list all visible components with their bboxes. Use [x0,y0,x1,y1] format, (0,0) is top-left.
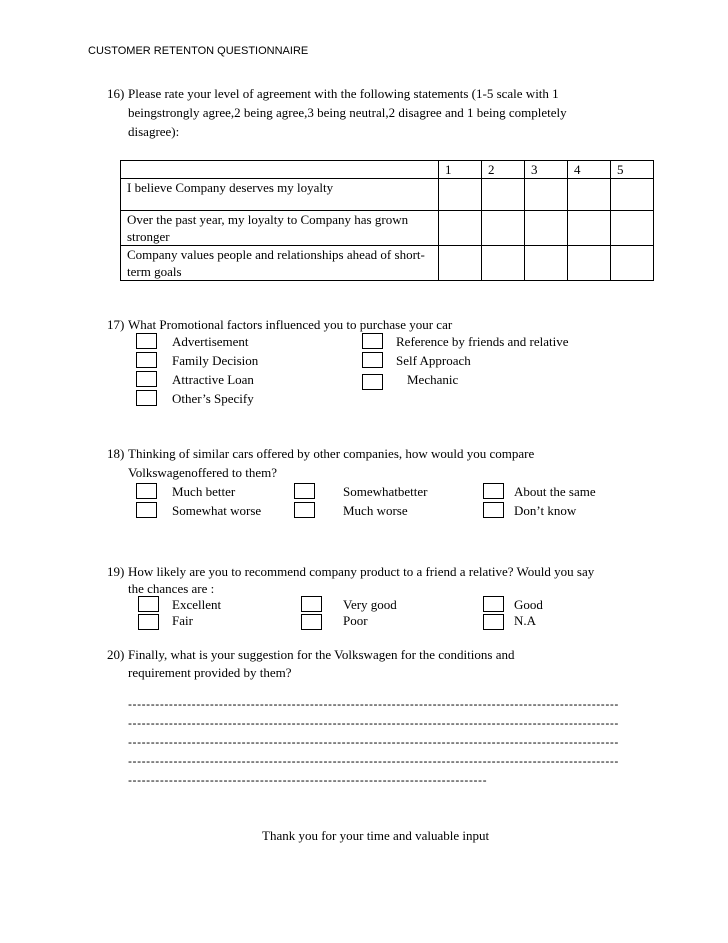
scale-3-header: 3 [525,161,568,179]
q19-number: 19) [107,564,125,579]
rating-header-blank [121,161,439,179]
rating-header-row [121,161,654,179]
q17-number: 17) [107,317,125,332]
option-label: Much worse [343,503,408,518]
checkbox-family-decision[interactable] [136,352,157,368]
rating-row [121,246,654,281]
q16-text-line-3: disagree): [128,124,180,139]
rating-cell-1[interactable] [439,211,482,246]
rating-cell-5[interactable] [611,179,654,211]
rating-cell-2[interactable] [482,211,525,246]
option-label: Very good [343,597,397,612]
rating-cell-2[interactable] [482,179,525,211]
q18-number: 18) [107,446,125,461]
q18-text-line-1: Thinking of similar cars offered by other companies, how would you compare [128,446,535,461]
checkbox-advertisement[interactable] [136,333,157,349]
q16-text-line-1: Please rate your level of agreement with the following statements (1-5 scale with 1 [128,86,559,101]
option-label: Advertisement [172,334,249,349]
statement-text: Over the past year, my loyalty to Company has grown stronger [121,211,439,246]
q20-number: 20) [107,647,125,662]
checkbox-attractive-loan[interactable] [136,371,157,387]
q20-text-line-2: requirement provided by them? [128,665,292,680]
option-label: Don’t know [514,503,577,518]
answer-line[interactable]: ------------------------------------------------------------------------------------------------------------ [128,697,619,711]
option-label: Family Decision [172,353,259,368]
rating-cell-5[interactable] [611,246,654,281]
checkbox-very-good[interactable] [301,596,322,612]
checkbox-fair[interactable] [138,614,159,630]
rating-cell-3[interactable] [525,246,568,281]
q18-text-line-2: Volkswagenoffered to them? [128,465,277,480]
option-label: Mechanic [407,372,459,387]
option-label: Fair [172,613,193,628]
q19-text-line-2: the chances are : [128,581,215,596]
checkbox-about-same[interactable] [483,483,504,499]
scale-5-header: 5 [611,161,654,179]
rating-cell-4[interactable] [568,246,611,281]
rating-cell-3[interactable] [525,211,568,246]
option-label: Somewhat worse [172,503,262,518]
rating-cell-1[interactable] [439,246,482,281]
statement-text: I believe Company deserves my loyalty [121,179,439,211]
option-label: N.A [514,613,537,628]
rating-cell-5[interactable] [611,211,654,246]
checkbox-poor[interactable] [301,614,322,630]
checkbox-na[interactable] [483,614,504,630]
option-label: Reference by friends and relative [396,334,569,349]
q20-text-line-1: Finally, what is your suggestion for the Volkswagen for the conditions and [128,647,515,662]
answer-line[interactable]: ------------------------------------------------------------------------------------------------------------ [128,754,619,768]
checkbox-self-approach[interactable] [362,352,383,368]
rating-cell-4[interactable] [568,211,611,246]
option-label: Other’s Specify [172,391,254,406]
option-label: Attractive Loan [172,372,254,387]
checkbox-somewhat-better[interactable] [294,483,315,499]
rating-cell-2[interactable] [482,246,525,281]
option-label: Somewhatbetter [343,484,428,499]
checkbox-dont-know[interactable] [483,502,504,518]
page-header: CUSTOMER RETENTON QUESTIONNAIRE [88,45,309,57]
rating-cell-1[interactable] [439,179,482,211]
q16-rating-table [120,160,654,281]
rating-row [121,211,654,246]
thank-you-note: Thank you for your time and valuable input [262,828,490,843]
checkbox-mechanic[interactable] [362,374,383,390]
answer-line[interactable]: ------------------------------------------------------------------------------- [128,773,488,787]
q16-number: 16) [107,86,125,101]
option-label: Self Approach [396,353,471,368]
option-label: About the same [514,484,596,499]
q19-text-line-1: How likely are you to recommend company product to a friend a relative? Would you say [128,564,595,579]
q17-question: What Promotional factors influenced you to purchase your car [128,317,453,332]
option-label: Much better [172,484,236,499]
checkbox-good[interactable] [483,596,504,612]
option-label: Poor [343,613,368,628]
rating-cell-3[interactable] [525,179,568,211]
rating-cell-4[interactable] [568,179,611,211]
rating-row [121,179,654,211]
option-label: Good [514,597,543,612]
checkbox-others[interactable] [136,390,157,406]
option-label: Excellent [172,597,222,612]
statement-text: Company values people and relationships ahead of short-term goals [121,246,439,281]
answer-line[interactable]: ------------------------------------------------------------------------------------------------------------ [128,735,619,749]
scale-2-header: 2 [482,161,525,179]
checkbox-much-worse[interactable] [294,502,315,518]
q16-text-line-2: beingstrongly agree,2 being agree,3 being neutral,2 disagree and 1 being completely [128,105,567,120]
checkbox-somewhat-worse[interactable] [136,502,157,518]
scale-4-header: 4 [568,161,611,179]
checkbox-much-better[interactable] [136,483,157,499]
scale-1-header: 1 [439,161,482,179]
answer-line[interactable]: ------------------------------------------------------------------------------------------------------------ [128,716,619,730]
checkbox-excellent[interactable] [138,596,159,612]
checkbox-reference[interactable] [362,333,383,349]
